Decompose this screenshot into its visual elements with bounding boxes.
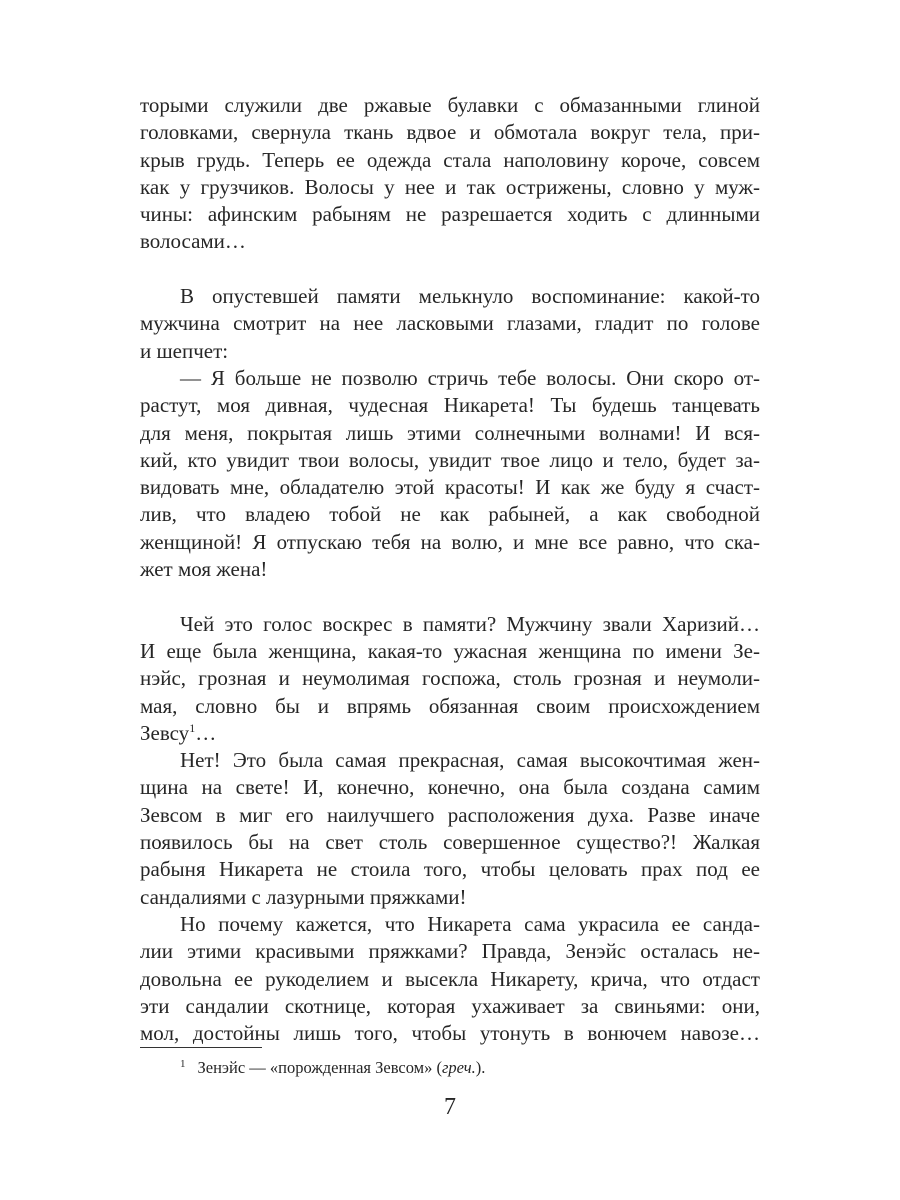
- paragraph: [140, 611, 760, 747]
- text-line: чины: афинским рабыням не разрешается ходить с длинными: [140, 202, 760, 227]
- text-line: Зевсом в миг его наилучшего расположения духа. Разве иначе: [140, 802, 760, 827]
- text-line: жет моя жена!: [140, 557, 268, 582]
- text-line: появилось бы на свет столь совершенное существо?! Жалкая: [140, 830, 760, 855]
- paragraph-gap: [140, 256, 760, 283]
- text-line: [140, 720, 760, 747]
- text-line: Нет! Это была самая прекрасная, самая высокочтимая жен-: [180, 748, 760, 773]
- text-line: Чей это голос воскрес в памяти? Мужчину звали Харизий…: [180, 611, 760, 636]
- paragraph: [140, 283, 760, 365]
- text-line: для меня, покрытая лишь этими солнечными волнами! И вся-: [140, 420, 760, 445]
- text-line: мая, словно бы и впрямь обязанная своим происхождением: [140, 693, 760, 718]
- text-line: лии этими красивыми пряжками? Правда, Зенэйс осталась не-: [140, 939, 760, 964]
- line-text: Зевсу: [140, 720, 190, 745]
- body-text: [140, 92, 760, 1047]
- text-line: лив, что владею тобой не как рабыней, а как свободной: [140, 502, 760, 527]
- text-line: как у грузчиков. Волосы у нее и так острижены, словно у муж-: [140, 174, 760, 199]
- page-number: 7: [444, 1094, 456, 1120]
- footnote-tail: ).: [475, 1058, 486, 1077]
- text-line: — Я больше не позволю стричь тебе волосы. Они скоро от-: [180, 365, 760, 390]
- text-line: довольна ее рукоделием и высекла Никарету, крича, что отдаст: [140, 966, 760, 991]
- text-line: волосами…: [140, 229, 246, 254]
- text-line: сандалиями с лазурными пряжками!: [140, 884, 467, 909]
- text-line: крыв грудь. Теперь ее одежда стала наполовину короче, совсем: [140, 147, 760, 172]
- footnote-ref[interactable]: 1: [189, 720, 196, 735]
- text-line: В опустевшей памяти мелькнуло воспоминание: какой-то: [180, 284, 760, 309]
- text-line: видовать мне, обладателю этой красоты! И как же буду я счаст-: [140, 475, 760, 500]
- text-line: торыми служили две ржавые булавки с обмазанными глиной: [140, 93, 760, 117]
- text-line: нэйс, грозная и неумолимая госпожа, столь грозная и неумоли-: [140, 666, 760, 691]
- text-line: щина на свете! И, конечно, конечно, она была создана самим: [140, 775, 760, 800]
- line-text: …: [195, 720, 217, 745]
- paragraph: [140, 911, 760, 1047]
- text-line: эти сандалии скотнице, которая ухаживает за свиньями: они,: [140, 993, 760, 1018]
- paragraph-gap: [140, 583, 760, 610]
- footnote-divider: [140, 1047, 262, 1048]
- text-line: кий, кто увидит твои волосы, увидит твое лицо и тело, будет за-: [140, 447, 760, 472]
- text-line: мол, достойны лишь того, чтобы утонуть в вонючем навозе…: [140, 1021, 760, 1046]
- text-line: женщиной! Я отпускаю тебя на волю, и мне все равно, что ска-: [140, 529, 760, 554]
- paragraph: [140, 747, 760, 911]
- text-line: И еще была женщина, какая-то ужасная женщина по имени Зе-: [140, 638, 760, 663]
- text-line: растут, моя дивная, чудесная Никарета! Ты будешь танцевать: [140, 393, 760, 418]
- text-line: Но почему кажется, что Никарета сама украсила ее санда-: [180, 911, 760, 936]
- footnote-text: Зенэйс — «порожденная Зевсом» (: [197, 1058, 442, 1077]
- paragraph: [140, 92, 760, 256]
- text-line: и шепчет:: [140, 338, 229, 363]
- footnote: [180, 1053, 485, 1079]
- text-line: головками, свернула ткань вдвое и обмотала вокруг тела, при-: [140, 120, 760, 145]
- footnote-italic: греч.: [442, 1058, 476, 1077]
- paragraph: [140, 365, 760, 583]
- text-line: мужчина смотрит на нее ласковыми глазами, гладит по голове: [140, 311, 760, 336]
- text-line: рабыня Никарета не стоила того, чтобы целовать прах под ее: [140, 857, 760, 882]
- footnote-number: 1: [180, 1058, 186, 1070]
